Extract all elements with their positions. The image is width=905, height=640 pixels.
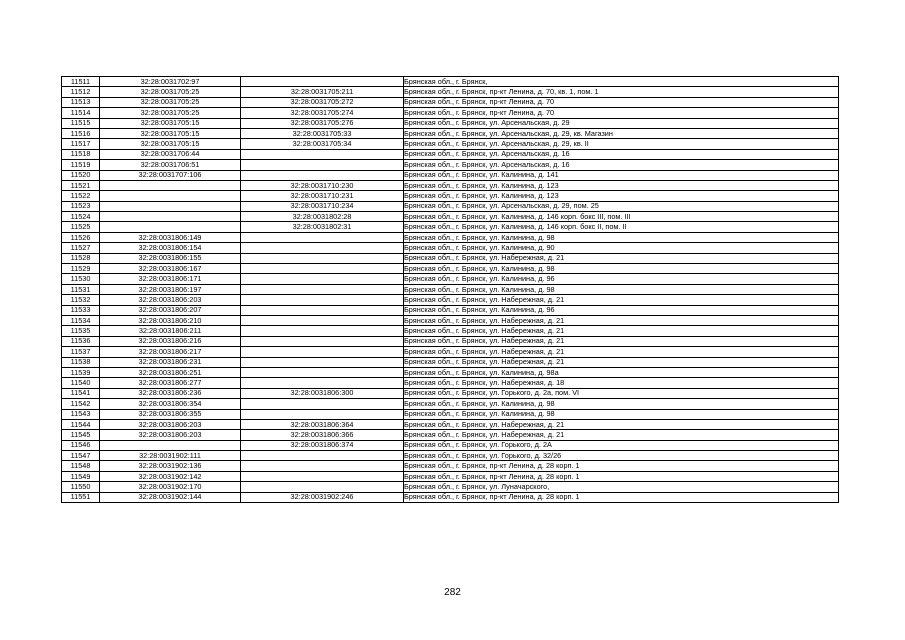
- table-row: [62, 295, 839, 305]
- object-cadastral-number-cell: [241, 232, 404, 242]
- address-cell: Брянская обл., г. Брянск, ул. Калинина, д. 98: [404, 232, 839, 242]
- row-number-cell: 11512: [62, 87, 100, 97]
- table-row: [62, 274, 839, 284]
- land-cadastral-number-cell: [100, 191, 241, 201]
- land-cadastral-number-cell: [100, 180, 241, 190]
- land-cadastral-number-cell: 32:28:0031806:211: [100, 326, 241, 336]
- land-cadastral-number-cell: 32:28:0031806:149: [100, 232, 241, 242]
- row-number-cell: 11549: [62, 471, 100, 481]
- registry-table: [61, 76, 839, 503]
- object-cadastral-number-cell: [241, 471, 404, 481]
- table-row: [62, 399, 839, 409]
- table-row: [62, 212, 839, 222]
- object-cadastral-number-cell: [241, 482, 404, 492]
- table-row: [62, 139, 839, 149]
- row-number-cell: 11522: [62, 191, 100, 201]
- land-cadastral-number-cell: 32:28:0031705:15: [100, 128, 241, 138]
- object-cadastral-number-cell: [241, 253, 404, 263]
- table-row: [62, 118, 839, 128]
- land-cadastral-number-cell: 32:28:0031806:207: [100, 305, 241, 315]
- row-number-cell: 11517: [62, 139, 100, 149]
- address-cell: Брянская обл., г. Брянск, пр-кт Ленина, д. 70: [404, 97, 839, 107]
- table-row: [62, 77, 839, 87]
- land-cadastral-number-cell: 32:28:0031806:155: [100, 253, 241, 263]
- object-cadastral-number-cell: [241, 357, 404, 367]
- object-cadastral-number-cell: [241, 77, 404, 87]
- address-cell: Брянская обл., г. Брянск, пр-кт Ленина, д. 28 корп. 1: [404, 461, 839, 471]
- object-cadastral-number-cell: 32:28:0031806:300: [241, 388, 404, 398]
- land-cadastral-number-cell: 32:28:0031806:203: [100, 430, 241, 440]
- table-row: [62, 180, 839, 190]
- row-number-cell: 11547: [62, 451, 100, 461]
- object-cadastral-number-cell: [241, 378, 404, 388]
- land-cadastral-number-cell: 32:28:0031705:15: [100, 139, 241, 149]
- address-cell: Брянская обл., г. Брянск, ул. Набережная, д. 21: [404, 315, 839, 325]
- table-row: [62, 149, 839, 159]
- object-cadastral-number-cell: 32:28:0031705:272: [241, 97, 404, 107]
- address-cell: Брянская обл., г. Брянск, ул. Луначарского,: [404, 482, 839, 492]
- address-cell: Брянская обл., г. Брянск, ул. Арсенальская, д. 16: [404, 160, 839, 170]
- address-cell: Брянская обл., г. Брянск, ул. Калинина, д. 141: [404, 170, 839, 180]
- land-cadastral-number-cell: 32:28:0031902:136: [100, 461, 241, 471]
- table-row: [62, 492, 839, 502]
- land-cadastral-number-cell: 32:28:0031806:167: [100, 264, 241, 274]
- row-number-cell: 11511: [62, 77, 100, 87]
- registry-table-body: [62, 77, 839, 503]
- address-cell: Брянская обл., г. Брянск, ул. Набережная, д. 21: [404, 347, 839, 357]
- object-cadastral-number-cell: [241, 243, 404, 253]
- address-cell: Брянская обл., г. Брянск, ул. Горького, д. 2а, пом. VI: [404, 388, 839, 398]
- row-number-cell: 11543: [62, 409, 100, 419]
- address-cell: Брянская обл., г. Брянск, пр-кт Ленина, д. 28 корп. 1: [404, 471, 839, 481]
- object-cadastral-number-cell: 32:28:0031705:33: [241, 128, 404, 138]
- land-cadastral-number-cell: 32:28:0031806:216: [100, 336, 241, 346]
- land-cadastral-number-cell: 32:28:0031806:354: [100, 399, 241, 409]
- land-cadastral-number-cell: 32:28:0031707:106: [100, 170, 241, 180]
- table-row: [62, 201, 839, 211]
- row-number-cell: 11539: [62, 367, 100, 377]
- land-cadastral-number-cell: 32:28:0031806:277: [100, 378, 241, 388]
- table-row: [62, 128, 839, 138]
- land-cadastral-number-cell: 32:28:0031806:203: [100, 295, 241, 305]
- object-cadastral-number-cell: 32:28:0031710:230: [241, 180, 404, 190]
- address-cell: Брянская обл., г. Брянск, ул. Арсенальская, д. 29, пом. 25: [404, 201, 839, 211]
- table-row: [62, 388, 839, 398]
- table-row: [62, 378, 839, 388]
- address-cell: Брянская обл., г. Брянск, ул. Арсенальская, д. 16: [404, 149, 839, 159]
- row-number-cell: 11520: [62, 170, 100, 180]
- object-cadastral-number-cell: [241, 149, 404, 159]
- object-cadastral-number-cell: 32:28:0031705:34: [241, 139, 404, 149]
- row-number-cell: 11516: [62, 128, 100, 138]
- address-cell: Брянская обл., г. Брянск, ул. Калинина, д. 96: [404, 305, 839, 315]
- table-row: [62, 336, 839, 346]
- row-number-cell: 11540: [62, 378, 100, 388]
- address-cell: Брянская обл., г. Брянск, ул. Калинина, д. 90: [404, 243, 839, 253]
- land-cadastral-number-cell: 32:28:0031705:15: [100, 118, 241, 128]
- address-cell: Брянская обл., г. Брянск, ул. Горького, д. 32/26: [404, 451, 839, 461]
- table-row: [62, 97, 839, 107]
- object-cadastral-number-cell: 32:28:0031806:374: [241, 440, 404, 450]
- table-row: [62, 170, 839, 180]
- row-number-cell: 11550: [62, 482, 100, 492]
- table-row: [62, 232, 839, 242]
- land-cadastral-number-cell: 32:28:0031806:231: [100, 357, 241, 367]
- table-row: [62, 253, 839, 263]
- address-cell: Брянская обл., г. Брянск, ул. Калинина, д. 96: [404, 274, 839, 284]
- address-cell: Брянская обл., г. Брянск, ул. Набережная, д. 21: [404, 253, 839, 263]
- address-cell: Брянская обл., г. Брянск, ул. Набережная, д. 21: [404, 430, 839, 440]
- land-cadastral-number-cell: 32:28:0031806:355: [100, 409, 241, 419]
- address-cell: Брянская обл., г. Брянск, пр-кт Ленина, д. 70: [404, 108, 839, 118]
- land-cadastral-number-cell: 32:28:0031806:197: [100, 284, 241, 294]
- table-row: [62, 430, 839, 440]
- object-cadastral-number-cell: [241, 409, 404, 419]
- table-row: [62, 284, 839, 294]
- land-cadastral-number-cell: [100, 212, 241, 222]
- row-number-cell: 11527: [62, 243, 100, 253]
- table-row: [62, 222, 839, 232]
- row-number-cell: 11541: [62, 388, 100, 398]
- address-cell: Брянская обл., г. Брянск, ул. Набережная, д. 21: [404, 357, 839, 367]
- land-cadastral-number-cell: 32:28:0031705:25: [100, 87, 241, 97]
- address-cell: Брянская обл., г. Брянск, ул. Набережная, д. 21: [404, 295, 839, 305]
- table-row: [62, 108, 839, 118]
- land-cadastral-number-cell: 32:28:0031806:203: [100, 419, 241, 429]
- row-number-cell: 11533: [62, 305, 100, 315]
- land-cadastral-number-cell: [100, 440, 241, 450]
- table-row: [62, 471, 839, 481]
- address-cell: Брянская обл., г. Брянск, ул. Арсенальская, д. 29, кв. Магазин: [404, 128, 839, 138]
- object-cadastral-number-cell: [241, 399, 404, 409]
- row-number-cell: 11518: [62, 149, 100, 159]
- land-cadastral-number-cell: 32:28:0031702:97: [100, 77, 241, 87]
- object-cadastral-number-cell: 32:28:0031806:366: [241, 430, 404, 440]
- row-number-cell: 11548: [62, 461, 100, 471]
- object-cadastral-number-cell: 32:28:0031802:31: [241, 222, 404, 232]
- row-number-cell: 11515: [62, 118, 100, 128]
- address-cell: Брянская обл., г. Брянск, пр-кт Ленина, д. 28 корп. 1: [404, 492, 839, 502]
- land-cadastral-number-cell: 32:28:0031706:44: [100, 149, 241, 159]
- land-cadastral-number-cell: 32:28:0031902:170: [100, 482, 241, 492]
- address-cell: Брянская обл., г. Брянск, ул. Набережная, д. 21: [404, 419, 839, 429]
- land-cadastral-number-cell: 32:28:0031806:236: [100, 388, 241, 398]
- table-row: [62, 409, 839, 419]
- object-cadastral-number-cell: [241, 315, 404, 325]
- address-cell: Брянская обл., г. Брянск, ул. Калинина, д. 146 корп. бокс II, пом. II: [404, 222, 839, 232]
- table-row: [62, 264, 839, 274]
- address-cell: Брянская обл., г. Брянск, ул. Арсенальская, д. 29: [404, 118, 839, 128]
- land-cadastral-number-cell: 32:28:0031706:51: [100, 160, 241, 170]
- row-number-cell: 11524: [62, 212, 100, 222]
- table-row: [62, 243, 839, 253]
- object-cadastral-number-cell: 32:28:0031705:211: [241, 87, 404, 97]
- row-number-cell: 11537: [62, 347, 100, 357]
- row-number-cell: 11546: [62, 440, 100, 450]
- row-number-cell: 11526: [62, 232, 100, 242]
- land-cadastral-number-cell: 32:28:0031806:251: [100, 367, 241, 377]
- address-cell: Брянская обл., г. Брянск, ул. Калинина, д. 98а: [404, 367, 839, 377]
- land-cadastral-number-cell: 32:28:0031902:111: [100, 451, 241, 461]
- object-cadastral-number-cell: [241, 284, 404, 294]
- table-row: [62, 191, 839, 201]
- object-cadastral-number-cell: 32:28:0031902:246: [241, 492, 404, 502]
- address-cell: Брянская обл., г. Брянск, ул. Калинина, д. 98: [404, 284, 839, 294]
- object-cadastral-number-cell: [241, 305, 404, 315]
- address-cell: Брянская обл., г. Брянск, ул. Набережная, д. 21: [404, 336, 839, 346]
- land-cadastral-number-cell: 32:28:0031806:217: [100, 347, 241, 357]
- table-row: [62, 87, 839, 97]
- address-cell: Брянская обл., г. Брянск,: [404, 77, 839, 87]
- address-cell: Брянская обл., г. Брянск, ул. Калинина, д. 98: [404, 409, 839, 419]
- land-cadastral-number-cell: 32:28:0031705:25: [100, 97, 241, 107]
- address-cell: Брянская обл., г. Брянск, ул. Набережная, д. 18: [404, 378, 839, 388]
- address-cell: Брянская обл., г. Брянск, ул. Арсенальская, д. 29, кв. II: [404, 139, 839, 149]
- row-number-cell: 11529: [62, 264, 100, 274]
- row-number-cell: 11519: [62, 160, 100, 170]
- land-cadastral-number-cell: 32:28:0031806:154: [100, 243, 241, 253]
- object-cadastral-number-cell: 32:28:0031802:28: [241, 212, 404, 222]
- land-cadastral-number-cell: 32:28:0031705:25: [100, 108, 241, 118]
- row-number-cell: 11542: [62, 399, 100, 409]
- object-cadastral-number-cell: [241, 274, 404, 284]
- object-cadastral-number-cell: [241, 170, 404, 180]
- row-number-cell: 11534: [62, 315, 100, 325]
- land-cadastral-number-cell: [100, 201, 241, 211]
- table-row: [62, 160, 839, 170]
- land-cadastral-number-cell: 32:28:0031806:210: [100, 315, 241, 325]
- table-row: [62, 326, 839, 336]
- row-number-cell: 11551: [62, 492, 100, 502]
- table-row: [62, 347, 839, 357]
- object-cadastral-number-cell: [241, 336, 404, 346]
- address-cell: Брянская обл., г. Брянск, ул. Калинина, д. 123: [404, 191, 839, 201]
- row-number-cell: 11523: [62, 201, 100, 211]
- row-number-cell: 11528: [62, 253, 100, 263]
- object-cadastral-number-cell: 32:28:0031705:274: [241, 108, 404, 118]
- land-cadastral-number-cell: 32:28:0031806:171: [100, 274, 241, 284]
- address-cell: Брянская обл., г. Брянск, пр-кт Ленина, д. 70, кв. 1, пом. 1: [404, 87, 839, 97]
- address-cell: Брянская обл., г. Брянск, ул. Горького, д. 2А: [404, 440, 839, 450]
- object-cadastral-number-cell: [241, 295, 404, 305]
- table-row: [62, 451, 839, 461]
- land-cadastral-number-cell: 32:28:0031902:142: [100, 471, 241, 481]
- land-cadastral-number-cell: 32:28:0031902:144: [100, 492, 241, 502]
- table-row: [62, 440, 839, 450]
- row-number-cell: 11525: [62, 222, 100, 232]
- object-cadastral-number-cell: [241, 451, 404, 461]
- table-row: [62, 419, 839, 429]
- row-number-cell: 11531: [62, 284, 100, 294]
- object-cadastral-number-cell: [241, 367, 404, 377]
- object-cadastral-number-cell: 32:28:0031705:276: [241, 118, 404, 128]
- address-cell: Брянская обл., г. Брянск, ул. Калинина, д. 98: [404, 399, 839, 409]
- row-number-cell: 11535: [62, 326, 100, 336]
- land-cadastral-number-cell: [100, 222, 241, 232]
- object-cadastral-number-cell: [241, 264, 404, 274]
- row-number-cell: 11513: [62, 97, 100, 107]
- row-number-cell: 11544: [62, 419, 100, 429]
- table-row: [62, 315, 839, 325]
- page-number: 282: [444, 587, 461, 598]
- row-number-cell: 11532: [62, 295, 100, 305]
- object-cadastral-number-cell: 32:28:0031710:231: [241, 191, 404, 201]
- table-row: [62, 461, 839, 471]
- object-cadastral-number-cell: 32:28:0031710:234: [241, 201, 404, 211]
- object-cadastral-number-cell: 32:28:0031806:364: [241, 419, 404, 429]
- table-row: [62, 367, 839, 377]
- row-number-cell: 11536: [62, 336, 100, 346]
- row-number-cell: 11530: [62, 274, 100, 284]
- table-row: [62, 305, 839, 315]
- row-number-cell: 11545: [62, 430, 100, 440]
- address-cell: Брянская обл., г. Брянск, ул. Калинина, д. 123: [404, 180, 839, 190]
- address-cell: Брянская обл., г. Брянск, ул. Набережная, д. 21: [404, 326, 839, 336]
- object-cadastral-number-cell: [241, 160, 404, 170]
- row-number-cell: 11538: [62, 357, 100, 367]
- row-number-cell: 11521: [62, 180, 100, 190]
- object-cadastral-number-cell: [241, 347, 404, 357]
- address-cell: Брянская обл., г. Брянск, ул. Калинина, д. 146 корп. бокс III, пом. III: [404, 212, 839, 222]
- table-row: [62, 357, 839, 367]
- object-cadastral-number-cell: [241, 461, 404, 471]
- table-row: [62, 482, 839, 492]
- address-cell: Брянская обл., г. Брянск, ул. Калинина, д. 98: [404, 264, 839, 274]
- object-cadastral-number-cell: [241, 326, 404, 336]
- row-number-cell: 11514: [62, 108, 100, 118]
